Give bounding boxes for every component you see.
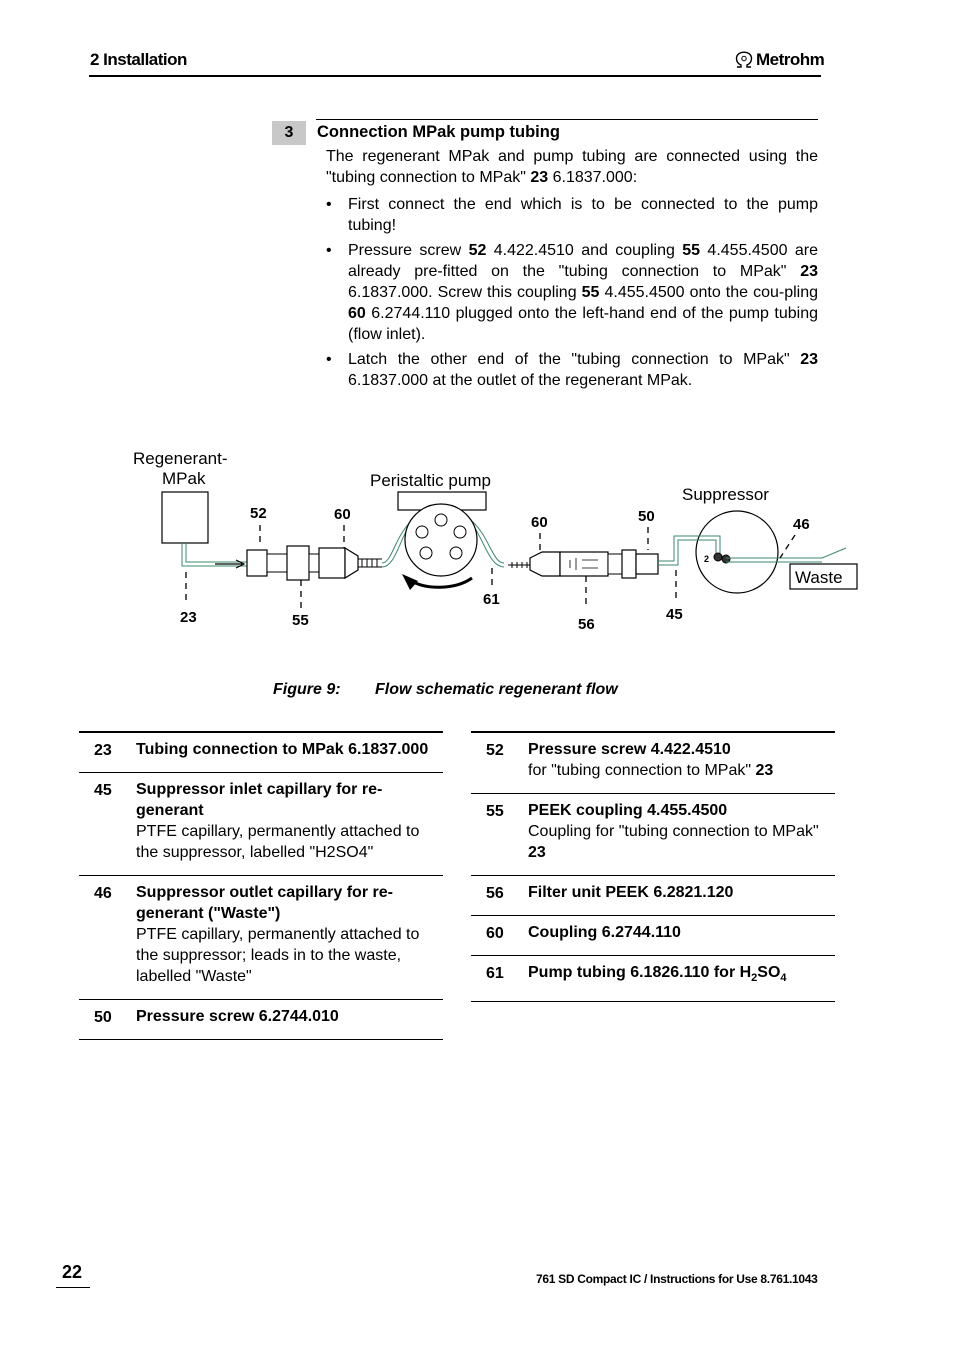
step-number: 3: [272, 121, 306, 145]
parts-table-left: [79, 731, 443, 1040]
part-number: 46: [94, 885, 112, 902]
table-row: [79, 999, 443, 1040]
ribbed-nipple: [362, 559, 377, 567]
mpak-container: [162, 492, 208, 543]
part-title: Suppressor inlet capillary for re-generant: [136, 781, 383, 819]
section-header: 2 Installation: [90, 50, 187, 69]
list-item: • Pressure screw 52 4.422.4510 and coupling 55 4.455.4500 are already pre-fitted on the "tubing connection to MPak" 23 6.1837.000. Screw this coupling 55 4.455.4500 onto the cou-pling 60 6.2744.110 plugged onto the left-hand end of the pump tubing (flow inlet).: [326, 242, 819, 343]
part-number: 23: [94, 742, 112, 759]
footer-rule: [56, 1287, 90, 1288]
part-title: Pump tubing 6.1826.110 for $H_2SO_4$: [528, 964, 787, 985]
tubing-line: [186, 543, 248, 562]
callout-23: 23: [180, 609, 197, 626]
part-title: Pressure screw 4.422.4510: [528, 741, 731, 758]
rotation-arrow-head: [402, 574, 418, 590]
table-row: [471, 875, 835, 915]
suppressor: [696, 511, 778, 593]
flow-schematic: [120, 440, 870, 640]
port-label: 2: [704, 554, 710, 564]
brand-name: Metrohm: [756, 50, 825, 69]
pump-roller: [416, 526, 428, 538]
table-row: [471, 955, 835, 1002]
pressure-screw-52: [247, 550, 267, 576]
pump-label: Peristaltic pump: [370, 471, 491, 490]
pump-roller: [435, 514, 447, 526]
suppressor-label: Suppressor: [682, 485, 769, 504]
omega-logo-icon: [734, 51, 754, 69]
table-row: [79, 772, 443, 875]
part-number: 45: [94, 782, 112, 799]
brand-logo: [734, 50, 824, 70]
callout-60: 60: [531, 514, 548, 531]
pressure-screw-50: [622, 550, 636, 578]
pump-roller: [420, 547, 432, 559]
coupling-60-body: [319, 548, 345, 578]
suppressor-port: [714, 553, 722, 561]
part-title: Filter unit PEEK 6.2821.120: [528, 884, 734, 901]
coupling-60-cone: [345, 548, 358, 578]
coupling-60-right: [530, 552, 560, 576]
pressure-screw-50: [636, 554, 658, 574]
part-title: Suppressor outlet capillary for re-generant ("Waste"): [136, 884, 393, 922]
instruction-list: [326, 194, 818, 395]
waste-label: Waste: [795, 568, 843, 587]
ribbed-nipple: [508, 562, 530, 568]
leader-line: [780, 535, 795, 558]
part-description: PTFE capillary, permanently attached to the suppressor; leads in to the waste, labelled "Waste": [136, 926, 420, 985]
part-description: Coupling for "tubing connection to MPak" 23: [528, 823, 819, 861]
part-description: PTFE capillary, permanently attached to the suppressor, labelled "H2SO4": [136, 823, 420, 861]
callout-60: 60: [334, 506, 351, 523]
coupling-55: [287, 546, 309, 580]
step-title: Connection MPak pump tubing: [317, 123, 560, 141]
mpak-label-1: Regenerant-: [133, 449, 228, 468]
connector-body: [608, 554, 622, 574]
table-row: [79, 731, 443, 772]
part-number: 56: [486, 885, 504, 902]
callout-61: 61: [483, 591, 500, 608]
pump-roller: [450, 547, 462, 559]
callout-55: 55: [292, 612, 309, 629]
connector-body: [309, 554, 319, 572]
part-number: 60: [486, 925, 504, 942]
part-title: Tubing connection to MPak 6.1837.000: [136, 741, 429, 758]
parts-table-right: [471, 731, 835, 1002]
part-number: 61: [486, 965, 504, 982]
step-rule: [316, 119, 818, 120]
part-number: 52: [486, 742, 504, 759]
callout-46: 46: [793, 516, 810, 533]
part-number: 50: [94, 1009, 112, 1026]
flow-arrow: [215, 560, 244, 568]
part-title: Coupling 6.2744.110: [528, 924, 681, 941]
callout-50: 50: [638, 508, 655, 525]
callout-56: 56: [578, 616, 595, 633]
table-row: [79, 875, 443, 999]
list-item: • First connect the end which is to be connected to the pump tubing!: [326, 196, 818, 234]
table-row: [471, 793, 835, 875]
intro-paragraph: The regenerant MPak and pump tubing are connected using the "tubing connection to MPak" 23 6.1837.000:: [326, 148, 818, 186]
tubing-line: [182, 543, 248, 566]
header-rule: [89, 75, 821, 77]
figure-caption: Figure 9: Flow schematic regenerant flow: [273, 681, 618, 698]
table-row: [471, 731, 835, 793]
part-title: Pressure screw 6.2744.010: [136, 1008, 339, 1025]
callout-52: 52: [250, 505, 267, 522]
part-number: 55: [486, 803, 504, 820]
list-item: • Latch the other end of the "tubing connection to MPak" 23 6.1837.000 at the outlet of the regenerant MPak.: [326, 351, 818, 389]
callout-45: 45: [666, 606, 683, 623]
part-title: PEEK coupling 4.455.4500: [528, 802, 728, 819]
part-description: for "tubing connection to MPak" 23: [528, 762, 774, 779]
mpak-label-2: MPak: [162, 469, 206, 488]
filter-unit-56: [560, 552, 608, 576]
page-number: 22: [62, 1262, 83, 1282]
pump-roller: [454, 526, 466, 538]
document-reference: 761 SD Compact IC / Instructions for Use 8.761.1043: [536, 1272, 818, 1286]
rotation-arrow: [410, 578, 472, 587]
table-row: [471, 915, 835, 955]
connector-body: [267, 554, 287, 572]
